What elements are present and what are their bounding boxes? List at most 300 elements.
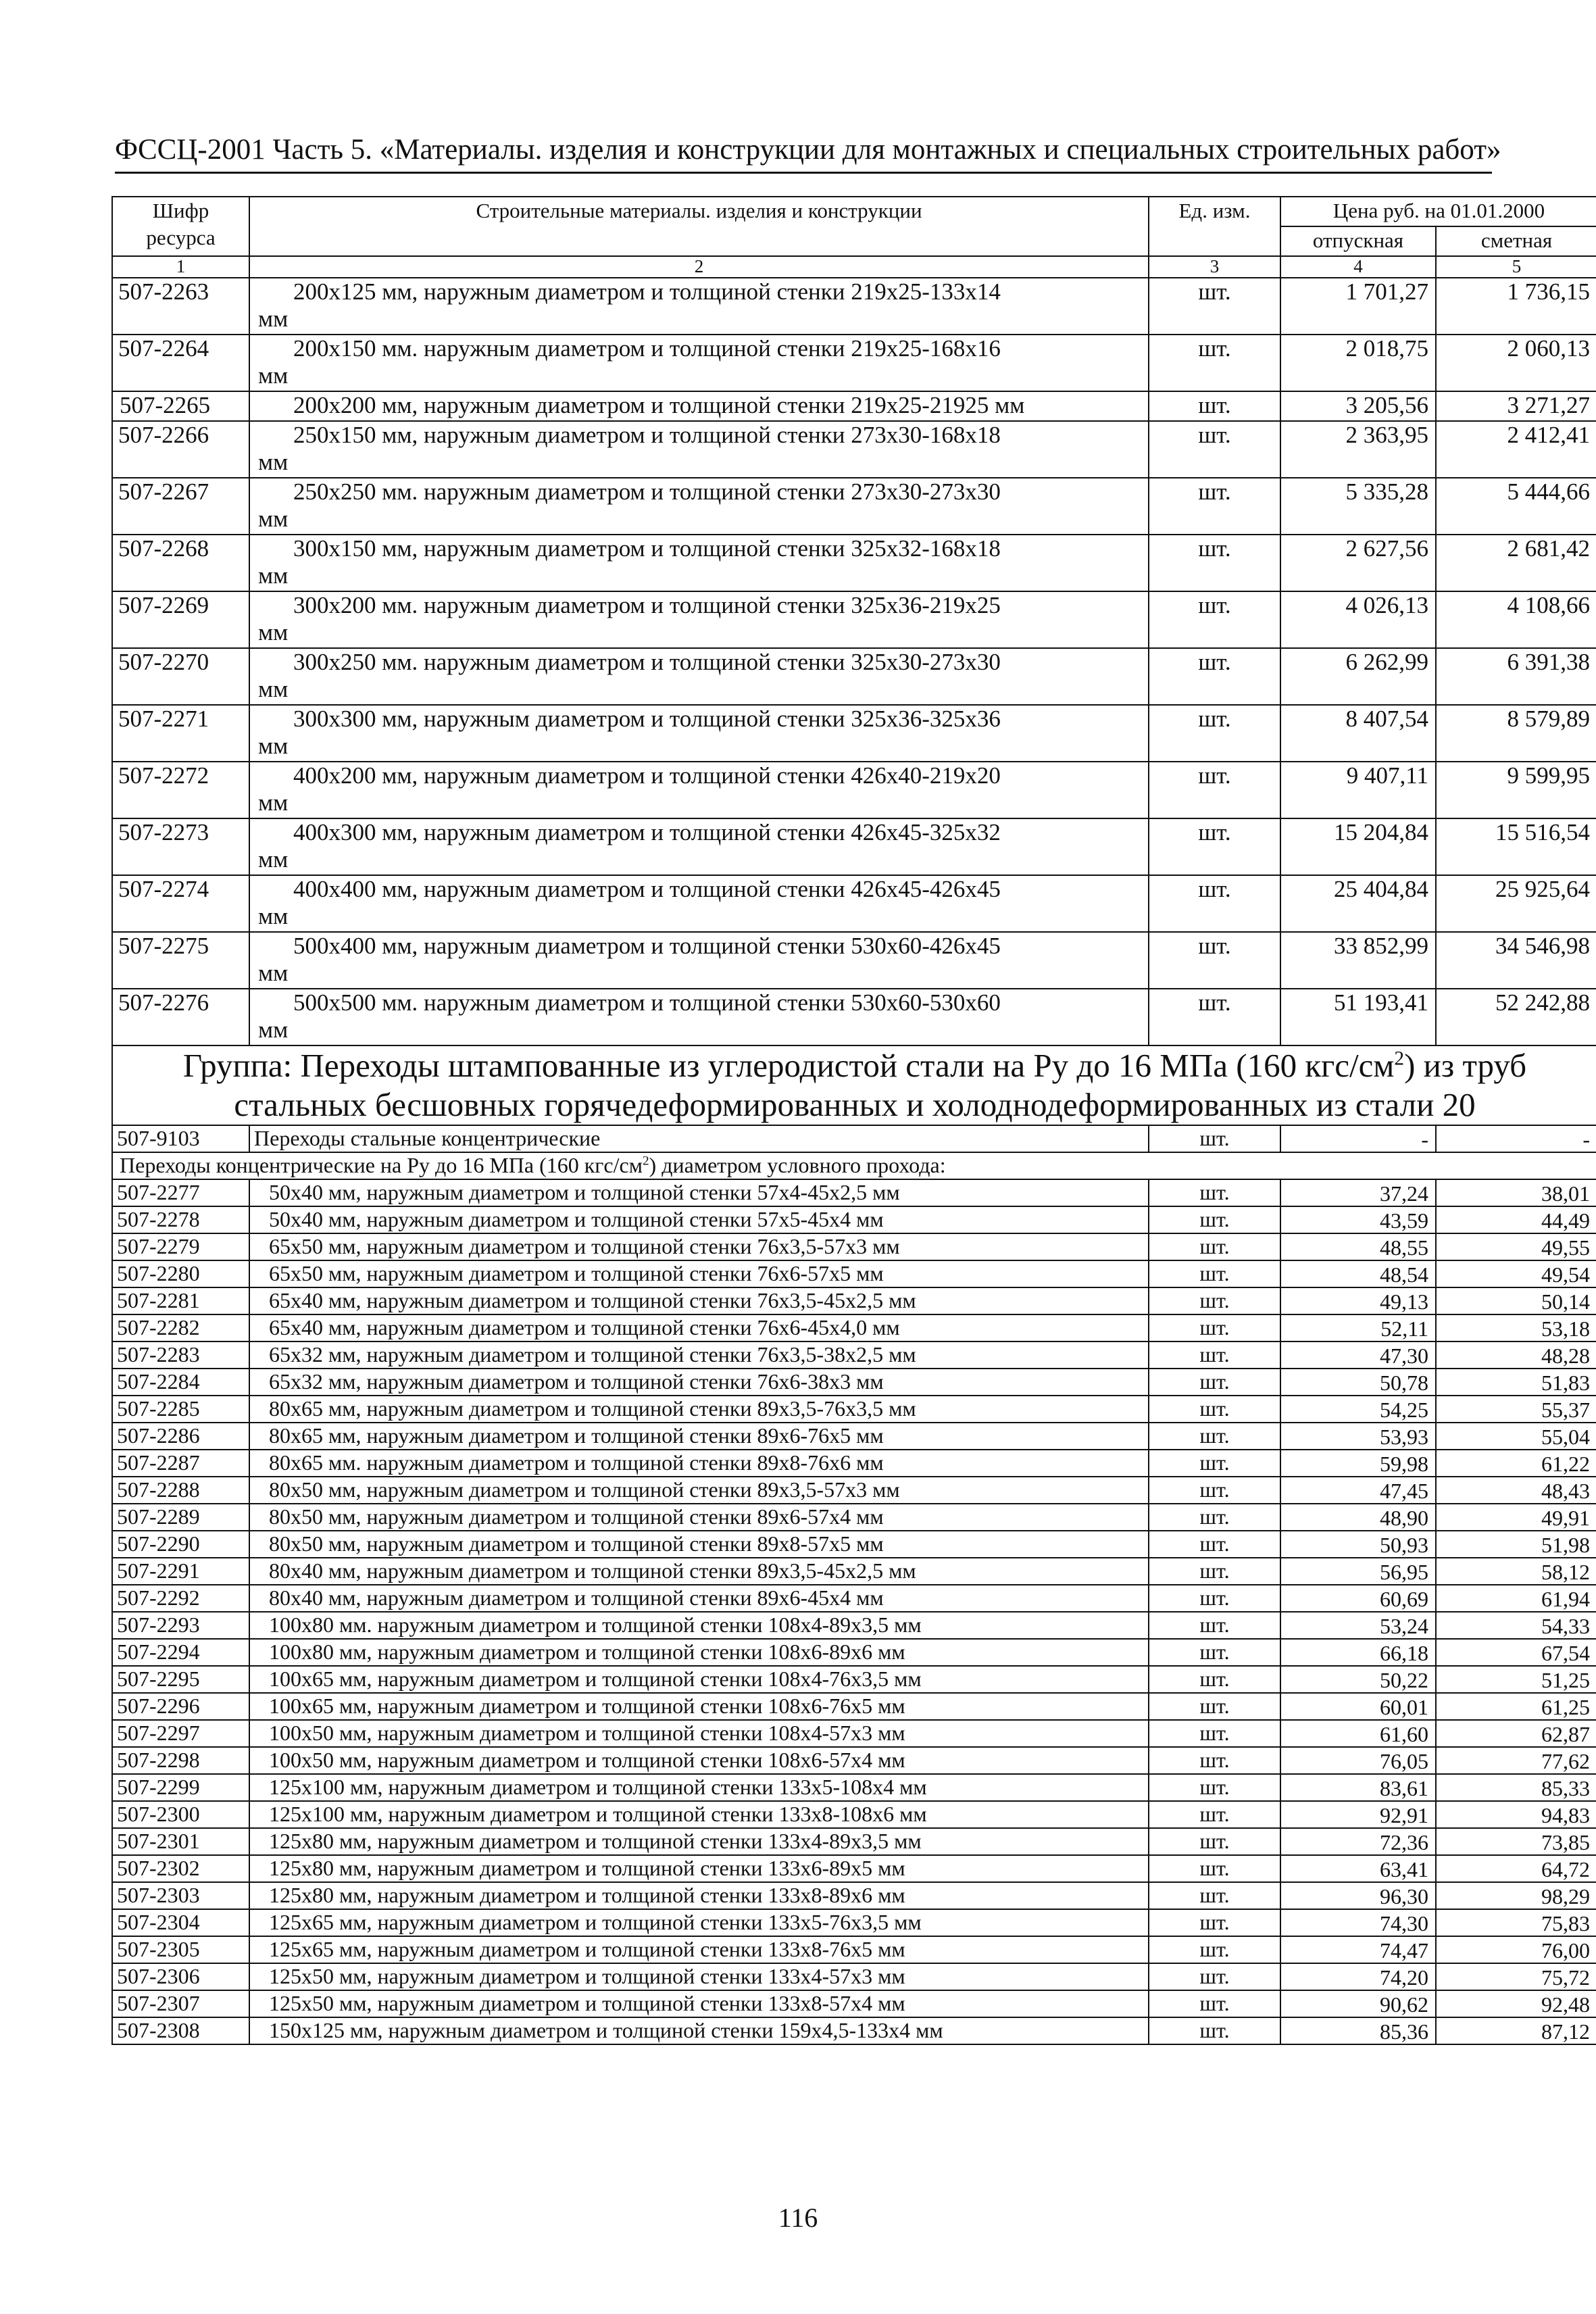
unit: шт. [1149, 278, 1280, 335]
resource-code: 507-2294 [112, 1639, 249, 1666]
subheading [112, 1152, 1596, 1179]
resource-code: 507-2288 [112, 1477, 249, 1504]
estimate-price: 75,72 [1436, 1963, 1596, 1990]
material-description: 65x40 мм, наружным диаметром и толщиной стенки 76х3,5-45х2,5 мм [249, 1287, 1149, 1314]
resource-code: 507-2277 [112, 1179, 249, 1206]
release-price: 6 262,99 [1280, 648, 1436, 705]
description-line: 250x150 мм, наружным диаметром и толщиной стенки 273x30-168x18 [293, 422, 1001, 448]
table-row [112, 1612, 1596, 1639]
table-row [112, 1963, 1596, 1990]
table-row [112, 1747, 1596, 1774]
table-row [112, 1233, 1596, 1260]
resource-code: 507-2293 [112, 1612, 249, 1639]
estimate-price: 49,55 [1436, 1233, 1596, 1260]
resource-code: 507-2271 [112, 705, 249, 762]
unit: шт. [1149, 1369, 1280, 1396]
resource-code: 507-2266 [112, 421, 249, 478]
header-release-price: отпускная [1280, 226, 1436, 256]
description-line: 400x300 мм, наружным диаметром и толщиной стенки 426х45-325х32 [293, 819, 1001, 845]
table-row [112, 1125, 1596, 1152]
table-row [112, 1423, 1596, 1450]
estimate-price: 61,94 [1436, 1585, 1596, 1612]
table-row [112, 278, 1596, 335]
table-row [112, 762, 1596, 818]
description-line: 200x200 мм, наружным диаметром и толщиной стенки 219х25-21925 мм [293, 392, 1025, 418]
estimate-price: 55,04 [1436, 1423, 1596, 1450]
unit: шт. [1149, 1504, 1280, 1531]
resource-code: 507-2303 [112, 1882, 249, 1909]
table-row [112, 1369, 1596, 1396]
release-price: 5 335,28 [1280, 478, 1436, 535]
header-estimate-price: сметная [1436, 226, 1596, 256]
table-row [112, 2017, 1596, 2044]
resource-code: 507-2282 [112, 1314, 249, 1341]
release-price: 74,20 [1280, 1963, 1436, 1990]
resource-code: 507-2289 [112, 1504, 249, 1531]
estimate-price: 49,54 [1436, 1260, 1596, 1287]
estimate-price: 54,33 [1436, 1612, 1596, 1639]
resource-code: 507-2307 [112, 1990, 249, 2017]
estimate-price: 73,85 [1436, 1828, 1596, 1855]
unit: шт. [1149, 1450, 1280, 1477]
table-row [112, 1206, 1596, 1233]
release-price: 47,45 [1280, 1477, 1436, 1504]
table-row [112, 1693, 1596, 1720]
column-number: 4 [1280, 256, 1436, 278]
material-description: 125x80 мм, наружным диаметром и толщиной стенки 133х8-89х6 мм [249, 1882, 1149, 1909]
table-row [112, 1639, 1596, 1666]
header-price: Цена руб. на 01.01.2000 [1280, 197, 1596, 226]
estimate-price: 58,12 [1436, 1558, 1596, 1585]
group-heading-row [112, 1045, 1596, 1125]
unit: шт. [1149, 1720, 1280, 1747]
unit: шт. [1149, 1260, 1280, 1287]
estimate-price: 94,83 [1436, 1801, 1596, 1828]
release-price: 2 627,56 [1280, 535, 1436, 591]
table-row [112, 1855, 1596, 1882]
release-price: 60,01 [1280, 1693, 1436, 1720]
material-description: 80x50 мм, наружным диаметром и толщиной стенки 89х3,5-57х3 мм [249, 1477, 1149, 1504]
release-price: 72,36 [1280, 1828, 1436, 1855]
unit: шт. [1149, 2017, 1280, 2044]
unit: шт. [1149, 1801, 1280, 1828]
resource-code: 507-2308 [112, 2017, 249, 2044]
column-number: 1 [112, 256, 249, 278]
estimate-price: 5 444,66 [1436, 478, 1596, 535]
estimate-price: 48,28 [1436, 1341, 1596, 1369]
unit: шт. [1149, 1531, 1280, 1558]
table-row [112, 391, 1596, 421]
material-description: 125x65 мм, наружным диаметром и толщиной стенки 133х5-76х3,5 мм [249, 1909, 1149, 1936]
material-description: 125x80 мм, наружным диаметром и толщиной стенки 133х4-89х3,5 мм [249, 1828, 1149, 1855]
estimate-price: 44,49 [1436, 1206, 1596, 1233]
unit: шт. [1149, 1882, 1280, 1909]
column-number: 2 [249, 256, 1149, 278]
estimate-price: 6 391,38 [1436, 648, 1596, 705]
estimate-price: - [1436, 1125, 1596, 1152]
release-price: 2 363,95 [1280, 421, 1436, 478]
material-description: 125x80 мм, наружным диаметром и толщиной стенки 133х6-89х5 мм [249, 1855, 1149, 1882]
material-description: 65x40 мм, наружным диаметром и толщиной стенки 76х6-45х4,0 мм [249, 1314, 1149, 1341]
estimate-price: 62,87 [1436, 1720, 1596, 1747]
release-price: 1 701,27 [1280, 278, 1436, 335]
material-description: 50x40 мм, наружным диаметром и толщиной стенки 57х5-45х4 мм [249, 1206, 1149, 1233]
release-price: 15 204,84 [1280, 818, 1436, 875]
material-description [249, 989, 1149, 1045]
material-description [249, 932, 1149, 989]
description-line: 300x250 мм. наружным диаметром и толщиной стенки 325х30-273х30 [293, 649, 1001, 675]
estimate-price: 76,00 [1436, 1936, 1596, 1963]
release-price: 53,93 [1280, 1423, 1436, 1450]
table-row [112, 535, 1596, 591]
release-price: 4 026,13 [1280, 591, 1436, 648]
release-price: 60,69 [1280, 1585, 1436, 1612]
unit: шт. [1149, 421, 1280, 478]
resource-code: 507-2301 [112, 1828, 249, 1855]
table-row [112, 1828, 1596, 1855]
unit: шт. [1149, 1990, 1280, 2017]
estimate-price: 15 516,54 [1436, 818, 1596, 875]
page-number: 116 [778, 2202, 818, 2233]
release-price: 92,91 [1280, 1801, 1436, 1828]
estimate-price: 77,62 [1436, 1747, 1596, 1774]
release-price: 33 852,99 [1280, 932, 1436, 989]
estimate-price: 49,91 [1436, 1504, 1596, 1531]
description-line: мм [258, 305, 289, 332]
unit: шт. [1149, 1693, 1280, 1720]
table-row [112, 1558, 1596, 1585]
description-line: мм [258, 903, 289, 929]
description-line: 500x500 мм. наружным диаметром и толщиной стенки 530х60-530х60 [293, 989, 1001, 1016]
estimate-price: 75,83 [1436, 1909, 1596, 1936]
unit: шт. [1149, 648, 1280, 705]
material-description [249, 648, 1149, 705]
estimate-price: 87,12 [1436, 2017, 1596, 2044]
release-price: 9 407,11 [1280, 762, 1436, 818]
estimate-price: 55,37 [1436, 1396, 1596, 1423]
estimate-price: 85,33 [1436, 1774, 1596, 1801]
unit: шт. [1149, 1125, 1280, 1152]
material-description [249, 705, 1149, 762]
release-price: 76,05 [1280, 1747, 1436, 1774]
release-price: 63,41 [1280, 1855, 1436, 1882]
estimate-price: 1 736,15 [1436, 278, 1596, 335]
material-description: 100x65 мм, наружным диаметром и толщиной стенки 108х4-76х3,5 мм [249, 1666, 1149, 1693]
table-row [112, 1774, 1596, 1801]
description-line: мм [258, 562, 289, 589]
resource-code: 507-2298 [112, 1747, 249, 1774]
table-row [112, 1179, 1596, 1206]
unit: шт. [1149, 1233, 1280, 1260]
release-price: 74,47 [1280, 1936, 1436, 1963]
release-price: 96,30 [1280, 1882, 1436, 1909]
column-number: 5 [1436, 256, 1596, 278]
unit: шт. [1149, 591, 1280, 648]
release-price: 52,11 [1280, 1314, 1436, 1341]
estimate-price: 38,01 [1436, 1179, 1596, 1206]
unit: шт. [1149, 989, 1280, 1045]
resource-code: 507-2304 [112, 1909, 249, 1936]
release-price: 3 205,56 [1280, 391, 1436, 421]
material-description: Переходы стальные концентрические [249, 1125, 1149, 1152]
table-row [112, 1287, 1596, 1314]
material-description [249, 535, 1149, 591]
material-description [249, 335, 1149, 391]
release-price: 53,24 [1280, 1612, 1436, 1639]
release-price: 8 407,54 [1280, 705, 1436, 762]
material-description: 100x50 мм, наружным диаметром и толщиной стенки 108х4-57х3 мм [249, 1720, 1149, 1747]
resource-code: 507-2274 [112, 875, 249, 932]
group-heading [112, 1045, 1596, 1125]
unit: шт. [1149, 335, 1280, 391]
table-row [112, 1396, 1596, 1423]
description-line: мм [258, 676, 289, 702]
unit: шт. [1149, 391, 1280, 421]
unit: шт. [1149, 1936, 1280, 1963]
table-row [112, 1477, 1596, 1504]
subheading-row [112, 1152, 1596, 1179]
table-row [112, 591, 1596, 648]
unit: шт. [1149, 1855, 1280, 1882]
resource-code: 507-2302 [112, 1855, 249, 1882]
description-line: 200x125 мм, наружным диаметром и толщиной стенки 219х25-133x14 [293, 278, 1001, 305]
table-row [112, 1666, 1596, 1693]
unit: шт. [1149, 1909, 1280, 1936]
estimate-price: 50,14 [1436, 1287, 1596, 1314]
release-price: 49,13 [1280, 1287, 1436, 1314]
release-price: 74,30 [1280, 1909, 1436, 1936]
material-description [249, 591, 1149, 648]
resource-code: 507-2273 [112, 818, 249, 875]
table-row [112, 1936, 1596, 1963]
estimate-price: 2 412,41 [1436, 421, 1596, 478]
table-header-row [112, 197, 1596, 226]
resource-code: 507-2296 [112, 1693, 249, 1720]
release-price: 56,95 [1280, 1558, 1436, 1585]
table-row [112, 1585, 1596, 1612]
subheading-text: ) диаметром условного прохода: [649, 1153, 946, 1177]
description-line: 250x250 мм. наружным диаметром и толщиной стенки 273х30-273х30 [293, 478, 1001, 505]
unit: шт. [1149, 1774, 1280, 1801]
release-price: 48,55 [1280, 1233, 1436, 1260]
release-price: 2 018,75 [1280, 335, 1436, 391]
material-description: 125x65 мм, наружным диаметром и толщиной стенки 133х8-76х5 мм [249, 1936, 1149, 1963]
description-line: мм [258, 733, 289, 759]
material-description: 125x100 мм, наружным диаметром и толщиной стенки 133х8-108х6 мм [249, 1801, 1149, 1828]
material-description: 100x65 мм, наружным диаметром и толщиной стенки 108х6-76х5 мм [249, 1693, 1149, 1720]
material-description [249, 875, 1149, 932]
material-description: 125x50 мм, наружным диаметром и толщиной стенки 133х8-57х4 мм [249, 1990, 1149, 2017]
table-row [112, 335, 1596, 391]
unit: шт. [1149, 1747, 1280, 1774]
description-line: 300x300 мм, наружным диаметром и толщиной стенки 325х36-325х36 [293, 706, 1001, 732]
material-description: 50x40 мм, наружным диаметром и толщиной стенки 57х4-45х2,5 мм [249, 1179, 1149, 1206]
resource-code: 507-2281 [112, 1287, 249, 1314]
group-heading-text: Группа: Переходы штампованные из углеродистой стали на Ру до 16 МПа (160 кгс/см [182, 1047, 1395, 1084]
table-row [112, 478, 1596, 535]
material-description: 80x65 мм, наружным диаметром и толщиной стенки 89х6-76х5 мм [249, 1423, 1149, 1450]
resource-code: 507-2275 [112, 932, 249, 989]
material-description: 80x65 мм. наружным диаметром и толщиной стенки 89х8-76х6 мм [249, 1450, 1149, 1477]
release-price: 90,62 [1280, 1990, 1436, 2017]
unit: шт. [1149, 1963, 1280, 1990]
description-line: 400x400 мм, наружным диаметром и толщиной стенки 426х45-426х45 [293, 876, 1001, 902]
resource-code: 507-2292 [112, 1585, 249, 1612]
release-price: 85,36 [1280, 2017, 1436, 2044]
estimate-price: 61,25 [1436, 1693, 1596, 1720]
resource-code: 507-2263 [112, 278, 249, 335]
release-price: 54,25 [1280, 1396, 1436, 1423]
estimate-price: 64,72 [1436, 1855, 1596, 1882]
unit: шт. [1149, 1828, 1280, 1855]
resource-code: 507-2306 [112, 1963, 249, 1990]
resource-code: 507-2272 [112, 762, 249, 818]
subheading-text: Переходы концентрические на Ру до 16 МПа (160 кгс/см [120, 1153, 643, 1177]
release-price: 59,98 [1280, 1450, 1436, 1477]
resource-code: 507-2270 [112, 648, 249, 705]
column-number-row [112, 256, 1596, 278]
estimate-price: 2 060,13 [1436, 335, 1596, 391]
resource-code: 507-2300 [112, 1801, 249, 1828]
unit: шт. [1149, 932, 1280, 989]
table-row [112, 1909, 1596, 1936]
material-description: 150x125 мм, наружным диаметром и толщиной стенки 159х4,5-133х4 мм [249, 2017, 1149, 2044]
estimate-price: 48,43 [1436, 1477, 1596, 1504]
price-table [111, 196, 1596, 2045]
release-price: 25 404,84 [1280, 875, 1436, 932]
description-line: мм [258, 619, 289, 645]
release-price: 83,61 [1280, 1774, 1436, 1801]
table-row [112, 932, 1596, 989]
resource-code: 507-2290 [112, 1531, 249, 1558]
table-row [112, 1341, 1596, 1369]
release-price: 61,60 [1280, 1720, 1436, 1747]
description-line: мм [258, 789, 289, 816]
estimate-price: 51,98 [1436, 1531, 1596, 1558]
table-row [112, 1531, 1596, 1558]
release-price: 37,24 [1280, 1179, 1436, 1206]
estimate-price: 34 546,98 [1436, 932, 1596, 989]
unit: шт. [1149, 1423, 1280, 1450]
release-price: 50,93 [1280, 1531, 1436, 1558]
material-description: 125x50 мм, наружным диаметром и толщиной стенки 133х4-57х3 мм [249, 1963, 1149, 1990]
material-description: 80x50 мм, наружным диаметром и толщиной стенки 89х6-57х4 мм [249, 1504, 1149, 1531]
resource-code: 507-2283 [112, 1341, 249, 1369]
estimate-price: 51,25 [1436, 1666, 1596, 1693]
resource-code: 507-2279 [112, 1233, 249, 1260]
resource-code: 507-2276 [112, 989, 249, 1045]
material-description: 80x40 мм, наружным диаметром и толщиной стенки 89х3,5-45х2,5 мм [249, 1558, 1149, 1585]
estimate-price: 2 681,42 [1436, 535, 1596, 591]
unit: шт. [1149, 1558, 1280, 1585]
material-description: 100x80 мм, наружным диаметром и толщиной стенки 108х6-89х6 мм [249, 1639, 1149, 1666]
estimate-price: 52 242,88 [1436, 989, 1596, 1045]
material-description: 65x50 мм, наружным диаметром и толщиной стенки 76х3,5-57х3 мм [249, 1233, 1149, 1260]
resource-code: 507-2299 [112, 1774, 249, 1801]
estimate-price: 51,83 [1436, 1369, 1596, 1396]
description-line: мм [258, 846, 289, 872]
resource-code: 507-2284 [112, 1369, 249, 1396]
table-row [112, 648, 1596, 705]
unit: шт. [1149, 875, 1280, 932]
unit: шт. [1149, 535, 1280, 591]
unit: шт. [1149, 1666, 1280, 1693]
release-price: - [1280, 1125, 1436, 1152]
description-line: мм [258, 506, 289, 532]
superscript: 2 [1394, 1048, 1405, 1070]
resource-code: 507-2295 [112, 1666, 249, 1693]
resource-code: 507-2264 [112, 335, 249, 391]
material-description: 65x32 мм, наружным диаметром и толщиной стенки 76х3,5-38х2,5 мм [249, 1341, 1149, 1369]
description-line: 500x400 мм, наружным диаметром и толщиной стенки 530х60-426х45 [293, 933, 1001, 959]
resource-code: 507-2305 [112, 1936, 249, 1963]
group-heading-text: ) из труб [1404, 1047, 1527, 1084]
resource-code: 507-9103 [112, 1125, 249, 1152]
estimate-price: 98,29 [1436, 1882, 1596, 1909]
description-line: мм [258, 1016, 289, 1043]
page-header: ФССЦ-2001 Часть 5. «Материалы. изделия и конструкции для монтажных и специальных строительных работ» [115, 130, 1492, 174]
unit: шт. [1149, 762, 1280, 818]
release-price: 48,90 [1280, 1504, 1436, 1531]
table-row [112, 1314, 1596, 1341]
estimate-price: 61,22 [1436, 1450, 1596, 1477]
material-description: 100x80 мм. наружным диаметром и толщиной стенки 108х4-89х3,5 мм [249, 1612, 1149, 1639]
estimate-price: 4 108,66 [1436, 591, 1596, 648]
table-row [112, 1720, 1596, 1747]
header-code: Шифр ресурса [112, 197, 249, 256]
resource-code: 507-2297 [112, 1720, 249, 1747]
description-line: мм [258, 449, 289, 475]
resource-code: 507-2267 [112, 478, 249, 535]
resource-code: 507-2265 [112, 391, 249, 421]
unit: шт. [1149, 478, 1280, 535]
description-line: 300x200 мм. наружным диаметром и толщиной стенки 325х36-219х25 [293, 592, 1001, 618]
estimate-price: 92,48 [1436, 1990, 1596, 2017]
unit: шт. [1149, 1179, 1280, 1206]
column-number: 3 [1149, 256, 1280, 278]
estimate-price: 53,18 [1436, 1314, 1596, 1341]
table-row [112, 421, 1596, 478]
release-price: 48,54 [1280, 1260, 1436, 1287]
table-row [112, 705, 1596, 762]
table-row [112, 1990, 1596, 2017]
header-description: Строительные материалы. изделия и конструкции [249, 197, 1149, 256]
estimate-price: 8 579,89 [1436, 705, 1596, 762]
description-line: 400x200 мм, наружным диаметром и толщиной стенки 426х40-219х20 [293, 762, 1001, 789]
material-description [249, 278, 1149, 335]
resource-code: 507-2285 [112, 1396, 249, 1423]
group-heading-text: стальных бесшовных горячедеформированных и холоднодеформированных из стали 20 [234, 1086, 1476, 1123]
material-description: 125x100 мм, наружным диаметром и толщиной стенки 133х5-108х4 мм [249, 1774, 1149, 1801]
estimate-price: 25 925,64 [1436, 875, 1596, 932]
resource-code: 507-2287 [112, 1450, 249, 1477]
unit: шт. [1149, 1206, 1280, 1233]
release-price: 47,30 [1280, 1341, 1436, 1369]
resource-code: 507-2291 [112, 1558, 249, 1585]
estimate-price: 3 271,27 [1436, 391, 1596, 421]
material-description [249, 762, 1149, 818]
release-price: 50,22 [1280, 1666, 1436, 1693]
material-description [249, 818, 1149, 875]
resource-code: 507-2286 [112, 1423, 249, 1450]
unit: шт. [1149, 1396, 1280, 1423]
resource-code: 507-2268 [112, 535, 249, 591]
description-line: мм [258, 362, 289, 389]
material-description: 65x32 мм, наружным диаметром и толщиной стенки 76х6-38х3 мм [249, 1369, 1149, 1396]
description-line: 300x150 мм, наружным диаметром и толщиной стенки 325x32-168x18 [293, 535, 1001, 562]
description-line: мм [258, 960, 289, 986]
material-description: 80x50 мм, наружным диаметром и толщиной стенки 89х8-57х5 мм [249, 1531, 1149, 1558]
